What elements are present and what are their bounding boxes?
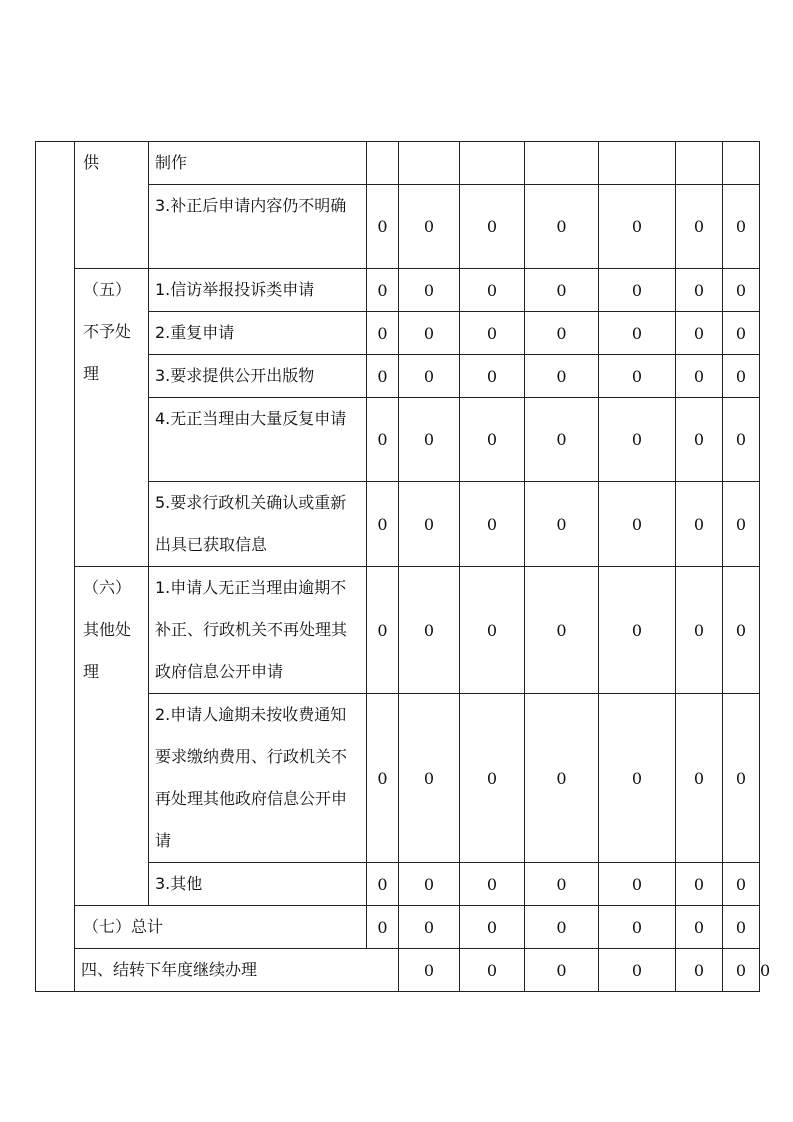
table-cell: 0 [399,863,460,906]
table-cell: 0 [460,949,525,992]
row-label: 3.要求提供公开出版物 [149,355,367,398]
table-cell: 0 [525,949,599,992]
table-cell: 0 [676,949,723,992]
table-cell: 0 [676,863,723,906]
table-cell [723,142,760,185]
table-cell: 0 [676,312,723,355]
table-cell: 0 [723,355,760,398]
table-cell [599,142,676,185]
table-cell: 0 [399,355,460,398]
table-cell: 0 [367,312,399,355]
table-row [36,142,760,185]
group-cell-6 [75,567,149,906]
table-cell [367,142,399,185]
table-cell: 0 [723,949,760,992]
table-cell: 0 [599,482,676,567]
outer-group-cell [36,142,75,992]
table-cell [676,142,723,185]
table-cell: 0 [460,567,525,694]
table-cell: 0 [367,694,399,863]
table-cell: 0 [460,482,525,567]
table-cell: 0 [367,906,399,949]
table-cell: 0 [599,906,676,949]
table-cell: 0 [399,949,460,992]
table-cell: 0 [399,185,460,269]
table-cell: 0 [723,269,760,312]
table-cell: 0 [723,185,760,269]
table-cell: 0 [723,906,760,949]
row-label: 1.信访举报投诉类申请 [149,269,367,312]
table-row [36,269,760,312]
table-cell: 0 [460,355,525,398]
table-cell: 0 [676,694,723,863]
table-cell: 0 [367,269,399,312]
table-row [36,567,760,694]
table-cell: 0 [525,312,599,355]
table-cell: 0 [367,482,399,567]
table-cell: 0 [367,863,399,906]
table-cell: 0 [599,863,676,906]
table-cell: 0 [525,906,599,949]
table-cell: 0 [525,269,599,312]
table-cell: 0 [599,949,676,992]
row-label: 5.要求行政机关确认或重新出具已获取信息 [149,482,367,567]
table-cell: 0 [599,269,676,312]
table-cell: 0 [399,312,460,355]
table-cell: 0 [525,355,599,398]
table-cell: 0 [599,312,676,355]
table-cell: 0 [723,398,760,482]
table-cell: 0 [367,355,399,398]
table-cell: 0 [525,398,599,482]
table-cell: 0 [676,398,723,482]
table-cell: 0 [599,398,676,482]
row-label: 3.其他 [149,863,367,906]
row-label: 制作 [149,142,367,185]
table-row-carry-over: 四、结转下年度继续办理 0 0 0 0 0 0 0 [36,949,760,992]
table-cell: 0 [399,906,460,949]
table-cell: 0 [676,269,723,312]
total-label: （七）总计 [75,906,367,949]
table-cell: 0 [723,567,760,694]
table-cell: 0 [525,482,599,567]
group-title-gong: 供 [83,153,100,172]
group-cell-5 [75,269,149,567]
table-cell: 0 [399,482,460,567]
table-cell: 0 [399,269,460,312]
row-label: 2.重复申请 [149,312,367,355]
table-cell: 0 [676,185,723,269]
row-label: 3.补正后申请内容仍不明确 [149,185,367,269]
table-cell: 0 [525,185,599,269]
table-cell: 0 [723,312,760,355]
table-cell [525,142,599,185]
group-title-6: （六）其他处理 [83,578,132,681]
group-title-5: （五）不予处理 [83,280,132,383]
table-cell: 0 [525,863,599,906]
table-row-total [36,906,760,949]
table-cell: 0 [599,567,676,694]
table-cell: 0 [460,906,525,949]
carry-over-label: 四、结转下年度继续办理 [75,949,399,992]
table-cell: 0 [599,185,676,269]
table-cell: 0 [399,694,460,863]
group-cell-gong [75,142,149,269]
table-cell: 0 [723,694,760,863]
table-cell: 0 [460,694,525,863]
table-cell: 0 [399,398,460,482]
table-cell [399,142,460,185]
table-cell: 0 [367,398,399,482]
table-cell: 0 [676,482,723,567]
table-cell: 0 [399,567,460,694]
row-label: 4.无正当理由大量反复申请 [149,398,367,482]
table-cell [460,142,525,185]
table-cell: 0 [460,863,525,906]
table-cell: 0 [460,398,525,482]
table-cell: 0 [525,567,599,694]
table-cell: 0 [460,312,525,355]
table-cell: 0 [723,863,760,906]
table-cell: 0 [676,906,723,949]
table-cell: 0 [676,567,723,694]
table-cell: 0 [723,482,760,567]
table-cell: 0 [525,694,599,863]
row-label: 1.申请人无正当理由逾期不补正、行政机关不再处理其政府信息公开申请 [149,567,367,694]
row-label: 2.申请人逾期未按收费通知要求缴纳费用、行政机关不再处理其他政府信息公开申请 [149,694,367,863]
table-cell: 0 [599,355,676,398]
table-cell: 0 [599,694,676,863]
table-cell: 0 [367,567,399,694]
table-cell: 0 [460,185,525,269]
table-cell: 0 [460,269,525,312]
table-cell: 0 [367,185,399,269]
statistics-table [35,141,771,992]
table-cell: 0 [676,355,723,398]
